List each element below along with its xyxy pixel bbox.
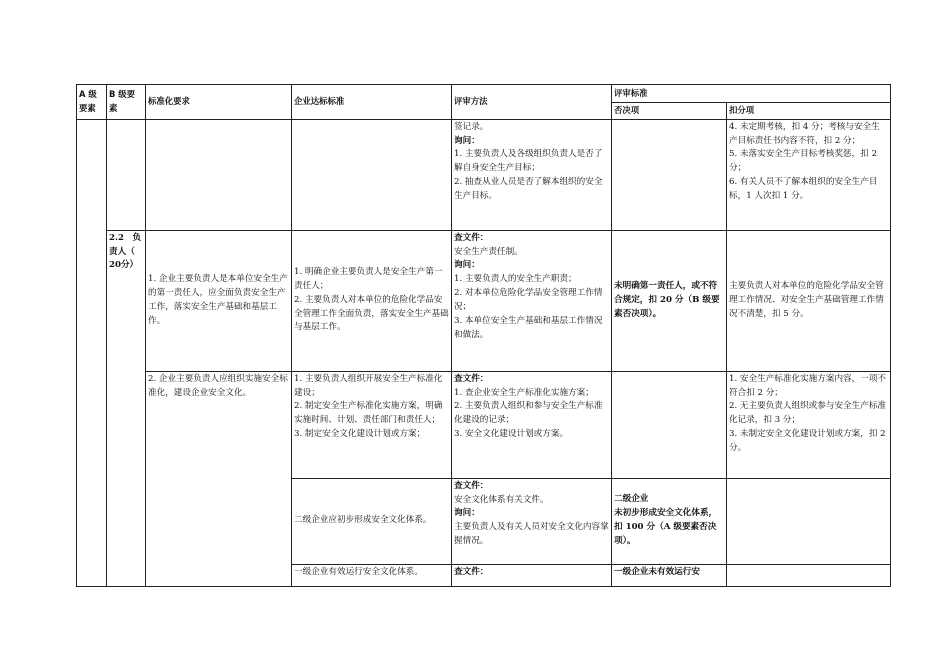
method-check-label: 查文件： [452,564,612,586]
table-row [77,371,891,478]
method-ask-label: 询问： [454,135,480,146]
header-veto: 否决项 [612,103,727,120]
veto-text: 未初步形成安全文化体系，扣 100 分（A 级要素否决项）。 [614,508,718,547]
veto-grade-label: 二级企业 [614,494,649,505]
method-text: 安全生产责任制。 [454,246,523,257]
header-method: 评审方法 [452,85,612,120]
method-check-label: 查文件： [454,373,489,384]
method-text: 签记录。 [454,121,489,132]
veto-cell: 一级企业未有效运行安 [612,564,727,586]
deduct-cell [727,564,891,586]
table-row [77,119,891,230]
standard-cell: 一级企业有效运行安全文化体系。 [292,564,452,586]
method-text: 1. 主要负责人的安全生产职责； 2. 对本单位危险化学品安全管理工作情况； 3. 本单位安全生产基础和基层工作情况和做法。 [454,274,603,341]
method-check-label: 查文件： [454,232,489,243]
method-text: 主要负责人及有关人员对安全文化内容掌握情况。 [454,522,609,547]
requirement-cell [146,119,292,230]
header-a-element: A 级要素 [77,85,107,120]
b-element-cell: 2.2 负责人（ 20分） [107,230,146,586]
header-row [77,85,891,103]
method-ask-label: 询问： [454,260,480,271]
standard-cell [292,119,452,230]
header-b-element: B 级要素 [107,85,146,120]
method-cell [452,230,612,371]
method-text: 安全文化体系有关文件。 [454,494,549,505]
table-row [77,230,891,371]
b-element-cell [107,119,146,230]
standard-cell: 二级企业应初步形成安全文化体系。 [292,478,452,564]
method-ask-label: 询问： [454,508,480,519]
deduct-cell [727,478,891,564]
header-standard: 企业达标标准 [292,85,452,120]
header-deduct: 扣分项 [727,103,891,120]
header-criteria: 评审标准 [612,85,891,103]
method-cell [452,371,612,478]
method-cell [452,478,612,564]
method-cell [452,119,612,230]
method-text: 1. 查企业安全生产标准化实施方案； 2. 主要负责人组织和参与安全生产标准化建设的记录； 3. 安全文化建设计划或方案。 [454,387,603,440]
veto-cell: 未明确第一责任人，或不符合规定，扣 20 分（B 级要素否决项）。 [612,230,727,371]
requirement-cell: 2. 企业主要负责人应组织实施安全标准化，建设企业安全文化。 [146,371,292,586]
veto-cell [612,478,727,564]
veto-cell [612,371,727,478]
deduct-cell: 主要负责人对本单位的危险化学品安全管理工作情况、对安全生产基础管理工作情况不清楚，扣 5 分。 [727,230,891,371]
evaluation-table [76,84,891,587]
standard-cell: 1. 明确企业主要负责人是安全生产第一责任人； 2. 主要负责人对本单位的危险化学品安全管理工作全面负责，落实安全生产基础与基层工作。 [292,230,452,371]
a-element-cell [77,119,107,586]
requirement-cell: 1. 企业主要负责人是本单位安全生产的第一责任人，应全面负责安全生产工作，落实安全生产基础和基层工作。 [146,230,292,371]
deduct-cell: 4. 未定期考核，扣 4 分；考核与安全生产目标责任书内容不符，扣 2 分； 5. 未落实安全生产目标考核奖惩，扣 2 分； 6. 有关人员不了解本组织的安全生产目标，1 人次扣 1 分。 [727,119,891,230]
header-requirement: 标准化要求 [146,85,292,120]
method-check-label: 查文件： [454,480,489,491]
deduct-cell: 1. 安全生产标准化实施方案内容，一项不符合扣 2 分； 2. 无主要负责人组织或参与安全生产标准化记录，扣 3 分； 3. 未制定安全文化建设计划或方案，扣 2 分。 [727,371,891,478]
method-text: 1. 主要负责人及各级组织负责人是否了解自身安全生产目标； 2. 抽查从业人员是否了解本组织的安全生产目标。 [454,149,603,202]
veto-cell [612,119,727,230]
standard-cell: 1. 主要负责人组织开展安全生产标准化建设； 2. 制定安全生产标准化实施方案，明确实施时间、计划、责任部门和责任人； 3. 制定安全文化建设计划或方案； [292,371,452,478]
